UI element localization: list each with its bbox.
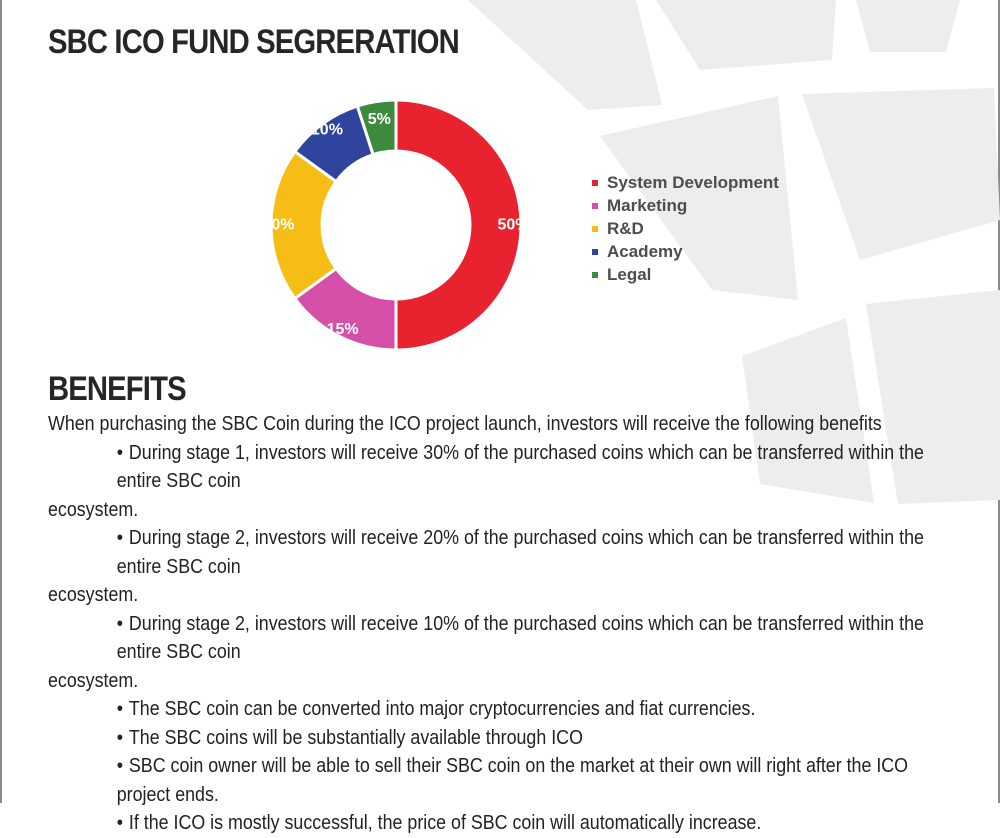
bullet-icon: •	[116, 754, 123, 777]
legend-swatch	[592, 272, 598, 278]
list-item	[48, 695, 953, 724]
list-item	[48, 809, 953, 838]
list-item	[48, 610, 953, 696]
list-item-text: The SBC coin can be converted into major cryptocurrencies and fiat currencies.	[128, 697, 756, 720]
list-item	[48, 439, 953, 525]
legend-label: Legal	[607, 264, 652, 284]
legend-swatch	[592, 226, 598, 232]
page-title: SBC ICO FUND SEGRERATION	[48, 23, 459, 61]
bullet-icon: •	[116, 440, 123, 464]
list-item-continuation: ecosystem.	[48, 583, 139, 606]
legend-label: R&D	[607, 218, 644, 238]
legend-item-system-development	[592, 171, 779, 194]
legend-item-academy	[592, 240, 779, 263]
list-item-text: During stage 2, investors will receive 20% of the purchased coins which can be transferred within the entire SBC coin	[116, 526, 924, 578]
legend-label: Academy	[607, 241, 683, 261]
legend-swatch	[592, 180, 598, 186]
slice-marketing-label: 15%	[326, 321, 359, 339]
slice-system-development-label: 50%	[497, 216, 530, 234]
list-item-text: If the ICO is mostly successful, the price of SBC coin will automatically increase.	[128, 811, 762, 834]
list-item-text: The SBC coins will be substantially available through ICO	[128, 725, 583, 749]
bullet-icon: •	[116, 526, 123, 549]
bullet-icon: •	[116, 697, 123, 720]
chart-legend	[592, 171, 779, 286]
benefits-intro: When purchasing the SBC Coin during the ICO project launch, investors will receive the following benefits	[48, 412, 882, 435]
slice-rnd-label: 20%	[262, 216, 295, 234]
list-item-text: During stage 1, investors will receive 30% of the purchased coins which can be transferred within the entire SBC coin	[116, 440, 924, 492]
legend-label: Marketing	[607, 195, 688, 215]
legend-item-rnd	[592, 217, 779, 240]
list-item	[48, 752, 953, 809]
bullet-icon: •	[116, 811, 123, 834]
slice-academy-label: 10%	[310, 121, 343, 139]
list-item-text: During stage 2, investors will receive 10% of the purchased coins which can be transferred within the entire SBC coin	[116, 611, 924, 663]
benefits-body	[48, 410, 953, 838]
fund-donut-chart	[250, 90, 550, 370]
slice-legal-label: 5%	[367, 110, 391, 128]
list-item	[48, 724, 953, 753]
bullet-icon: •	[116, 725, 123, 749]
list-item	[48, 524, 953, 610]
legend-swatch	[592, 203, 598, 209]
legend-swatch	[592, 249, 598, 255]
legend-item-marketing	[592, 194, 779, 217]
list-item-text: SBC coin owner will be able to sell their SBC coin on the market at their own will right after the ICO project ends.	[116, 754, 909, 806]
list-item-continuation: ecosystem.	[48, 668, 139, 692]
legend-label: System Development	[607, 172, 779, 192]
benefits-list	[48, 439, 953, 838]
legend-item-legal	[592, 263, 779, 286]
bullet-icon: •	[116, 611, 123, 635]
list-item-continuation: ecosystem.	[48, 497, 139, 521]
benefits-heading: BENEFITS	[48, 370, 186, 408]
